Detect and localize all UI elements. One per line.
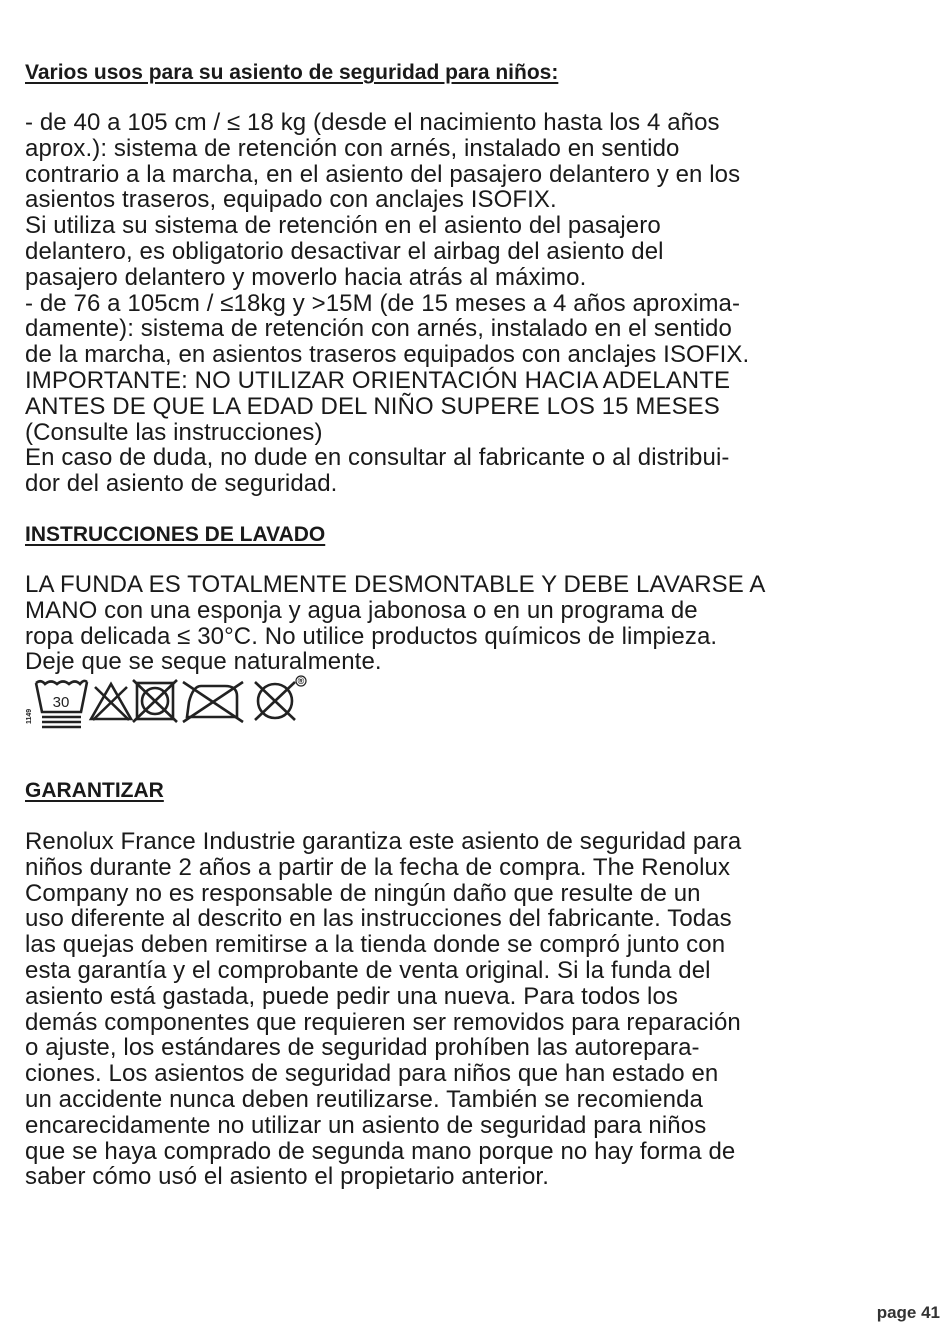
warranty-paragraph [25,829,925,1190]
text-line: que se haya comprado de segunda mano porque no hay forma de [25,1137,736,1165]
text-line: MANO con una esponja y agua jabonosa o en un programa de [25,596,698,624]
text-line: uso diferente al descrito en las instrucciones del fabricante. Todas [25,905,732,933]
text-line: de la marcha, en asientos traseros equipados con anclajes ISOFIX. [25,341,750,369]
uses-paragraph [25,110,925,497]
text-line: o ajuste, los estándares de seguridad prohíben las autorepara- [25,1034,700,1062]
text-line: Si utiliza su sistema de retención en el asiento del pasajero [25,212,661,240]
text-line: esta garantía y el comprobante de venta original. Si la funda del [25,956,711,984]
text-line: asientos traseros, equipado con anclajes ISOFIX. [25,186,557,214]
text-line: un accidente nunca deben reutilizarse. También se recomienda [25,1085,703,1113]
care-code-label: 1149 [26,708,33,724]
no-iron-icon [183,682,243,722]
section-heading-warranty: GARANTIZAR [25,779,164,802]
text-line: ANTES DE QUE LA EDAD DEL NIÑO SUPERE LOS 15 MESES [25,392,720,420]
text-line: dor del asiento de seguridad. [25,470,338,498]
text-line: demás componentes que requieren ser removidos para reparación [25,1008,741,1036]
text-line: - de 76 a 105cm / ≤18kg y >15M (de 15 meses a 4 años aproxima- [25,289,741,317]
page-number: page 41 [876,1303,940,1322]
text-line: Deje que se seque naturalmente. [25,648,382,676]
wash-temperature-label: 30 [52,694,70,711]
text-line: damente): sistema de retención con arnés, instalado en el sentido [25,315,732,343]
text-line: pasajero delantero y moverlo hacia atrás al máximo. [25,263,587,291]
text-line: LA FUNDA ES TOTALMENTE DESMONTABLE Y DEBE LAVARSE A [25,571,766,598]
text-line: En caso de duda, no dude en consultar al fabricante o al distribui- [25,444,730,472]
no-tumble-dry-icon [133,680,177,722]
care-symbols [25,672,325,732]
text-line: (Consulte las instrucciones) [25,418,323,446]
text-line: las quejas deben remitirse a la tienda donde se compró junto con [25,931,726,959]
text-line: encarecidamente no utilizar un asiento de seguridad para niños [25,1111,707,1139]
no-bleach-icon [91,684,131,720]
text-line: delantero, es obligatorio desactivar el airbag del asiento del [25,237,664,265]
text-line: contrario a la marcha, en el asiento del pasajero delantero y en los [25,160,741,188]
text-line: ropa delicada ≤ 30°C. No utilice productos químicos de limpieza. [25,622,718,650]
section-heading-washing: INSTRUCCIONES DE LAVADO [25,523,326,546]
washing-paragraph [25,572,925,675]
registered-mark-label: ® [297,676,305,686]
text-line: IMPORTANTE: NO UTILIZAR ORIENTACIÓN HACIA ADELANTE [25,366,731,394]
text-line: asiento está gastada, puede pedir una nueva. Para todos los [25,982,679,1010]
text-line: saber cómo usó el asiento el propietario anterior. [25,1163,549,1191]
text-line: Company no es responsable de ningún daño que resulte de un [25,879,701,907]
text-line: aprox.): sistema de retención con arnés, instalado en sentido [25,134,680,162]
text-line: ciones. Los asientos de seguridad para niños que han estado en [25,1060,719,1088]
text-line: Renolux France Industrie garantiza este asiento de seguridad para [25,828,742,855]
text-line: - de 40 a 105 cm / ≤ 18 kg (desde el nacimiento hasta los 4 años [25,109,720,136]
no-dry-clean-icon [255,682,295,720]
section-heading-uses: Varios usos para su asiento de seguridad para niños: [25,61,559,84]
text-line: niños durante 2 años a partir de la fecha de compra. The Renolux [25,853,731,881]
